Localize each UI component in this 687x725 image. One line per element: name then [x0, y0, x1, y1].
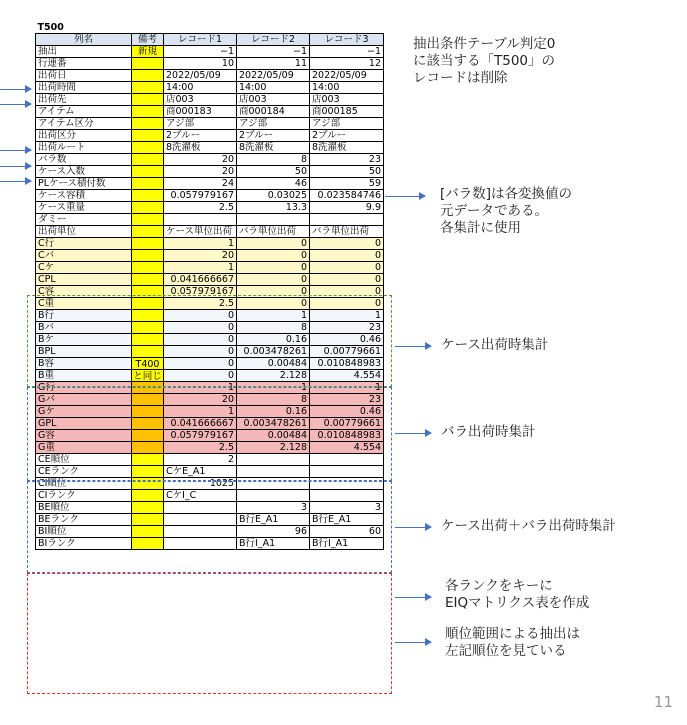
record-cell: 14:00	[237, 82, 310, 94]
record-cell	[310, 466, 384, 478]
row-label: B行	[36, 310, 132, 322]
record-cell: 1	[237, 382, 310, 394]
note-cell	[132, 70, 164, 82]
record-cell: 20	[164, 250, 237, 262]
note-cell	[132, 334, 164, 346]
record-cell: 2.5	[164, 298, 237, 310]
record-cell: 0.46	[310, 334, 384, 346]
note-cell	[132, 478, 164, 490]
row-label: C行	[36, 238, 132, 250]
record-cell: 50	[310, 166, 384, 178]
record-cell	[164, 214, 237, 226]
note-cell	[132, 142, 164, 154]
annotation-case-bara-total: ケース出荷＋バラ出荷時集計	[441, 518, 616, 534]
record-cell: バラ単位出荷	[310, 226, 384, 238]
table-row	[36, 298, 384, 310]
table-row	[36, 94, 384, 106]
record-cell: 0.00484	[237, 430, 310, 442]
record-cell: 2ブルー	[164, 130, 237, 142]
annotation-bara-total: バラ出荷時集計	[441, 424, 536, 440]
annotation-range: 順位範囲による抽出は 左記順位を見ている	[445, 626, 580, 659]
row-label: 出荷時間	[36, 82, 132, 94]
record-cell: 1	[164, 262, 237, 274]
record-cell: 0	[237, 286, 310, 298]
note-cell	[132, 58, 164, 70]
record-cell: 23	[310, 154, 384, 166]
row-label: BI順位	[36, 526, 132, 538]
table-row	[36, 82, 384, 94]
note-cell	[132, 466, 164, 478]
record-cell: 96	[237, 526, 310, 538]
record-cell: 1	[310, 382, 384, 394]
row-label: 出荷単位	[36, 226, 132, 238]
table-row	[36, 322, 384, 334]
note-cell	[132, 166, 164, 178]
table-row	[36, 166, 384, 178]
record-cell: 0.16	[237, 334, 310, 346]
annotation-case: ケース出荷時集計	[441, 337, 549, 353]
record-cell	[310, 214, 384, 226]
table-row	[36, 430, 384, 442]
table-row	[36, 286, 384, 298]
record-cell: 0.003478261	[237, 346, 310, 358]
record-cell: 0	[237, 238, 310, 250]
row-label: PLケース積付数	[36, 178, 132, 190]
table-row	[36, 106, 384, 118]
note-cell	[132, 310, 164, 322]
record-cell: 2	[164, 454, 237, 466]
table-row	[36, 406, 384, 418]
note-cell	[132, 370, 164, 382]
table-row	[36, 334, 384, 346]
note-cell	[132, 262, 164, 274]
record-cell: 0.003478261	[237, 418, 310, 430]
record-cell: 11	[237, 58, 310, 70]
record-cell	[164, 514, 237, 526]
column-header: レコード1	[164, 34, 237, 46]
record-cell: 商000185	[310, 106, 384, 118]
column-header: レコード2	[237, 34, 310, 46]
page-number: 11	[653, 693, 673, 711]
record-cell: CケI_C	[164, 490, 237, 502]
record-cell: 0.03025	[237, 190, 310, 202]
table-row	[36, 250, 384, 262]
note-cell	[132, 490, 164, 502]
record-cell: 2022/05/09	[164, 70, 237, 82]
note-cell	[132, 346, 164, 358]
table-row	[36, 370, 384, 382]
record-cell: バラ単位出荷	[237, 226, 310, 238]
row-label: ケース容積	[36, 190, 132, 202]
table-row	[36, 226, 384, 238]
record-cell: 2.128	[237, 442, 310, 454]
record-cell: 0	[164, 346, 237, 358]
record-cell: 0.46	[310, 406, 384, 418]
record-cell: 商000184	[237, 106, 310, 118]
record-cell: 0.023584746	[310, 190, 384, 202]
record-cell: 0.041666667	[164, 274, 237, 286]
note-cell	[132, 394, 164, 406]
note-cell	[132, 214, 164, 226]
row-label: G重	[36, 442, 132, 454]
record-cell: 0	[237, 250, 310, 262]
left-arrow-item-class	[0, 150, 31, 151]
record-cell: 0	[237, 262, 310, 274]
record-cell: 8	[237, 322, 310, 334]
record-cell: 0.16	[237, 406, 310, 418]
table-row	[36, 178, 384, 190]
record-cell	[310, 454, 384, 466]
record-cell	[237, 490, 310, 502]
row-label: G容	[36, 430, 132, 442]
record-cell: 1	[237, 310, 310, 322]
record-cell: B行E_A1	[310, 514, 384, 526]
row-label: B重	[36, 370, 132, 382]
table-row	[36, 130, 384, 142]
row-label: Bケ	[36, 334, 132, 346]
record-cell	[237, 478, 310, 490]
record-cell: 2.5	[164, 202, 237, 214]
record-cell: B行I_A1	[237, 538, 310, 550]
row-label: Cバ	[36, 250, 132, 262]
right-arrow-range	[395, 642, 431, 643]
note-cell	[132, 202, 164, 214]
row-label: Gバ	[36, 394, 132, 406]
record-cell: 13.3	[237, 202, 310, 214]
record-cell: 24	[164, 178, 237, 190]
record-cell	[237, 454, 310, 466]
table-row	[36, 382, 384, 394]
left-arrow-ship-route	[0, 181, 31, 182]
record-cell: 0.00484	[237, 358, 310, 370]
right-arrow-rank	[395, 597, 431, 598]
right-arrow-case-bara	[395, 527, 431, 528]
row-label: バラ数	[36, 154, 132, 166]
row-label: BPL	[36, 346, 132, 358]
record-cell: 1	[164, 406, 237, 418]
column-header: 備考	[132, 34, 164, 46]
record-cell: 60	[310, 526, 384, 538]
row-label: CEランク	[36, 466, 132, 478]
record-cell: 23	[310, 394, 384, 406]
left-arrow-ship-time	[0, 104, 31, 105]
record-cell	[164, 526, 237, 538]
row-label: BE順位	[36, 502, 132, 514]
record-cell: 0.041666667	[164, 418, 237, 430]
table-header-row	[36, 34, 384, 46]
note-cell	[132, 82, 164, 94]
record-cell: 20	[164, 394, 237, 406]
row-label: B容	[36, 358, 132, 370]
table-row	[36, 442, 384, 454]
table-row	[36, 202, 384, 214]
record-cell: 0.00779661	[310, 418, 384, 430]
table-row	[36, 238, 384, 250]
record-cell: 商000183	[164, 106, 237, 118]
row-label: Cケ	[36, 262, 132, 274]
record-cell: 14:00	[310, 82, 384, 94]
row-label: ケース重量	[36, 202, 132, 214]
record-cell: 20	[164, 154, 237, 166]
record-cell: 0.00779661	[310, 346, 384, 358]
rank-band-box	[27, 573, 392, 694]
record-cell: 14:00	[164, 82, 237, 94]
record-cell: 店003	[237, 94, 310, 106]
note-cell	[132, 298, 164, 310]
record-cell: 59	[310, 178, 384, 190]
record-cell: 20	[164, 166, 237, 178]
record-cell: 0	[310, 238, 384, 250]
merged-note: T400 と同じ	[133, 359, 162, 382]
table-row	[36, 118, 384, 130]
note-cell	[132, 454, 164, 466]
table-row	[36, 514, 384, 526]
table-row	[36, 142, 384, 154]
table-row	[36, 538, 384, 550]
record-cell: 1	[164, 382, 237, 394]
note-cell	[132, 538, 164, 550]
record-cell: 0	[164, 322, 237, 334]
record-cell: 9.9	[310, 202, 384, 214]
record-cell: 0	[237, 298, 310, 310]
row-label: BEランク	[36, 514, 132, 526]
table-row	[36, 274, 384, 286]
record-cell: 4.554	[310, 442, 384, 454]
right-arrow-bara	[385, 196, 425, 197]
row-label: G行	[36, 382, 132, 394]
row-label: アイテム区分	[36, 118, 132, 130]
table-row	[36, 190, 384, 202]
table-row	[36, 58, 384, 70]
record-cell: 0	[164, 334, 237, 346]
row-label: 出荷ルート	[36, 142, 132, 154]
record-cell: 0	[310, 286, 384, 298]
note-cell: 新規	[132, 46, 164, 58]
record-cell	[310, 490, 384, 502]
table-row	[36, 466, 384, 478]
table-row	[36, 154, 384, 166]
note-cell	[132, 286, 164, 298]
column-header: 列名	[36, 34, 132, 46]
row-label: 行連番	[36, 58, 132, 70]
record-cell: −1	[237, 46, 310, 58]
column-header: レコード3	[310, 34, 384, 46]
row-label: Gケ	[36, 406, 132, 418]
record-cell: 10	[164, 58, 237, 70]
table-row	[36, 46, 384, 58]
note-cell	[132, 322, 164, 334]
note-cell	[132, 154, 164, 166]
table-row	[36, 310, 384, 322]
record-cell: B行E_A1	[237, 514, 310, 526]
note-cell	[132, 238, 164, 250]
table-row	[36, 394, 384, 406]
row-label: アイテム	[36, 106, 132, 118]
table-title: T500	[37, 22, 64, 33]
record-cell: 8洗濯板	[164, 142, 237, 154]
record-cell: 0.010848983	[310, 430, 384, 442]
record-cell: 12	[310, 58, 384, 70]
record-cell: 0	[310, 250, 384, 262]
left-arrow-ship-class	[0, 166, 31, 167]
record-cell: 8	[237, 394, 310, 406]
annotation-bara: [バラ数]は各変換値の 元データである。 各集計に使用	[440, 186, 573, 236]
record-cell: ケース単位出荷	[164, 226, 237, 238]
row-label: ケース入数	[36, 166, 132, 178]
record-cell: 0	[164, 370, 237, 382]
left-arrow-ship-date	[0, 89, 31, 90]
data-table	[35, 22, 384, 550]
record-cell: 0	[164, 358, 237, 370]
record-cell	[164, 538, 237, 550]
row-label: ダミー	[36, 214, 132, 226]
note-cell	[132, 358, 164, 370]
note-cell	[132, 526, 164, 538]
record-cell: 0	[237, 274, 310, 286]
record-cell: 4.554	[310, 370, 384, 382]
table-row	[36, 502, 384, 514]
record-cell: 0.057979167	[164, 430, 237, 442]
row-label: C重	[36, 298, 132, 310]
row-label: 抽出	[36, 46, 132, 58]
table-row	[36, 490, 384, 502]
row-label: C容	[36, 286, 132, 298]
record-cell: 0.010848983	[310, 358, 384, 370]
record-cell: 0	[164, 310, 237, 322]
record-cell: B行I_A1	[310, 538, 384, 550]
record-cell	[310, 478, 384, 490]
table-row	[36, 346, 384, 358]
row-label: CI順位	[36, 478, 132, 490]
note-cell	[132, 514, 164, 526]
note-cell	[132, 442, 164, 454]
row-label: BIランク	[36, 538, 132, 550]
record-cell: −1	[164, 46, 237, 58]
record-cell: 8洗濯板	[310, 142, 384, 154]
record-cell: −1	[310, 46, 384, 58]
note-cell	[132, 130, 164, 142]
record-cell: 店003	[164, 94, 237, 106]
record-cell: 2022/05/09	[237, 70, 310, 82]
record-cell: 0.057979167	[164, 286, 237, 298]
record-cell: 8洗濯板	[237, 142, 310, 154]
table-row	[36, 358, 384, 370]
record-cell: 3	[237, 502, 310, 514]
annotation-rank: 各ランクをキーに EIQマトリクス表を作成	[445, 578, 590, 611]
table-row	[36, 526, 384, 538]
note-cell	[132, 418, 164, 430]
table-row	[36, 454, 384, 466]
row-label: CIランク	[36, 490, 132, 502]
record-cell	[237, 466, 310, 478]
note-cell	[132, 250, 164, 262]
right-arrow-case	[395, 346, 431, 347]
record-cell: アジ部	[164, 118, 237, 130]
note-cell	[132, 406, 164, 418]
record-cell: 23	[310, 322, 384, 334]
right-arrow-bara-total	[395, 433, 431, 434]
record-cell: 1025	[164, 478, 237, 490]
note-cell	[132, 226, 164, 238]
note-cell	[132, 274, 164, 286]
row-label: CE順位	[36, 454, 132, 466]
record-cell: 0	[310, 274, 384, 286]
row-label: CPL	[36, 274, 132, 286]
record-cell: 50	[237, 166, 310, 178]
row-label: GPL	[36, 418, 132, 430]
record-cell: アジ部	[310, 118, 384, 130]
annotation-top: 抽出条件テーブル判定0 に該当する「T500」の レコードは削除	[413, 36, 556, 86]
note-cell	[132, 94, 164, 106]
note-cell	[132, 190, 164, 202]
table-row	[36, 70, 384, 82]
record-cell: 46	[237, 178, 310, 190]
record-cell: アジ部	[237, 118, 310, 130]
row-label: Bバ	[36, 322, 132, 334]
note-cell	[132, 502, 164, 514]
table-row	[36, 262, 384, 274]
row-label: 出荷区分	[36, 130, 132, 142]
record-cell: 2.5	[164, 442, 237, 454]
record-cell: 0	[310, 262, 384, 274]
note-cell	[132, 106, 164, 118]
record-cell: 店003	[310, 94, 384, 106]
record-cell: 3	[310, 502, 384, 514]
record-cell: 1	[164, 238, 237, 250]
record-cell: 0	[310, 298, 384, 310]
table-row	[36, 214, 384, 226]
record-cell: 1	[310, 310, 384, 322]
note-cell	[132, 382, 164, 394]
note-cell	[132, 118, 164, 130]
record-cell: 8	[237, 154, 310, 166]
record-cell: 0.057979167	[164, 190, 237, 202]
record-cell: 2ブルー	[310, 130, 384, 142]
table-row	[36, 478, 384, 490]
table-title-row	[36, 22, 384, 34]
note-cell	[132, 430, 164, 442]
record-cell: CケE_A1	[164, 466, 237, 478]
record-cell: 2ブルー	[237, 130, 310, 142]
record-cell	[237, 214, 310, 226]
record-cell: 2.128	[237, 370, 310, 382]
row-label: 出荷日	[36, 70, 132, 82]
table-row	[36, 418, 384, 430]
record-cell: 2022/05/09	[310, 70, 384, 82]
row-label: 出荷先	[36, 94, 132, 106]
record-cell	[164, 502, 237, 514]
note-cell	[132, 178, 164, 190]
